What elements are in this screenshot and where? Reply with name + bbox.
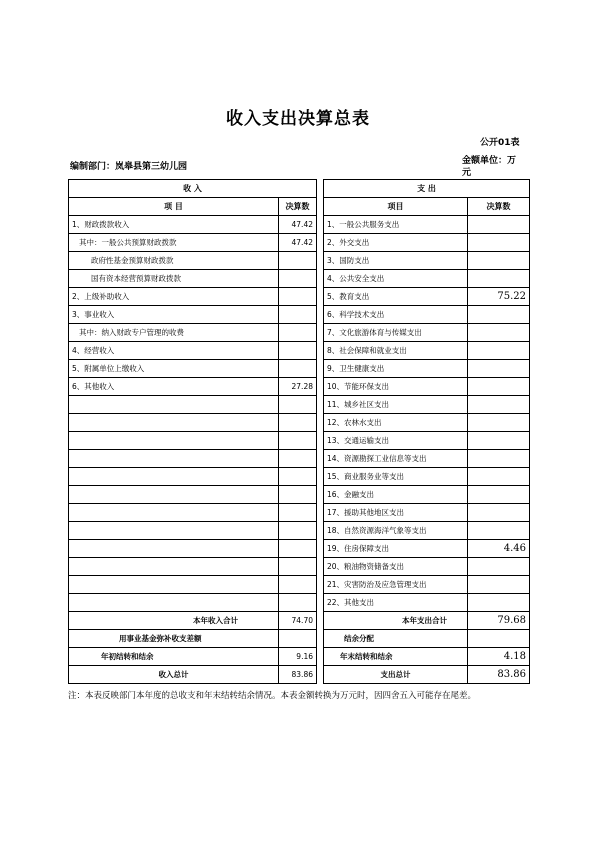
income-label: 政府性基金预算财政拨款 [69, 252, 279, 270]
income-label: 其中：一般公共预算财政拨款 [69, 234, 279, 252]
expense-value: 75.22 [468, 288, 530, 306]
table-row [69, 594, 530, 612]
expense-label: 15、商业服务业等支出 [324, 468, 468, 486]
expense-value [468, 234, 530, 252]
income-value [279, 414, 317, 432]
expense-section-header: 支 出 [324, 180, 530, 198]
income-label: 4、经营收入 [69, 342, 279, 360]
expense-label: 17、援助其他地区支出 [324, 504, 468, 522]
expense-item-header: 项目 [324, 198, 468, 216]
table-row [69, 468, 530, 486]
income-value [279, 306, 317, 324]
totals-row [69, 648, 530, 666]
income-value [279, 522, 317, 540]
table-row [69, 216, 530, 234]
income-label [69, 414, 279, 432]
income-label: 国有资本经营预算财政拨款 [69, 270, 279, 288]
table-row [69, 504, 530, 522]
totals-row [69, 612, 530, 630]
expense-value: 4.46 [468, 540, 530, 558]
income-value: 27.28 [279, 378, 317, 396]
income-label: 2、上级补助收入 [69, 288, 279, 306]
expense-label: 19、住房保障支出 [324, 540, 468, 558]
expense-value [468, 486, 530, 504]
table-row [69, 234, 530, 252]
table-section-header [69, 180, 530, 198]
expense-label: 9、卫生健康支出 [324, 360, 468, 378]
begin-balance-value: 9.16 [279, 648, 317, 666]
compiling-department: 编制部门：岚皋县第三幼儿园 [70, 162, 188, 172]
income-label [69, 540, 279, 558]
year-expense-label: 本年支出合计 [324, 612, 468, 630]
income-value [279, 576, 317, 594]
income-label [69, 576, 279, 594]
expense-label: 10、节能环保支出 [324, 378, 468, 396]
table-row [69, 270, 530, 288]
expense-value [468, 414, 530, 432]
expense-label: 11、城乡社区支出 [324, 396, 468, 414]
expense-label: 12、农林水支出 [324, 414, 468, 432]
expense-label: 18、自然资源海洋气象等支出 [324, 522, 468, 540]
totals-row [69, 630, 530, 648]
expense-value [468, 450, 530, 468]
end-balance-value: 4.18 [468, 648, 530, 666]
expense-value [468, 558, 530, 576]
year-expense-value: 79.68 [468, 612, 530, 630]
end-balance-label: 年末结转和结余 [324, 648, 468, 666]
year-income-label: 本年收入合计 [69, 612, 279, 630]
income-value [279, 558, 317, 576]
expense-label: 21、灾害防治及应急管理支出 [324, 576, 468, 594]
income-value [279, 288, 317, 306]
table-row [69, 360, 530, 378]
income-label [69, 486, 279, 504]
income-value [279, 432, 317, 450]
income-value: 47.42 [279, 216, 317, 234]
expense-value [468, 306, 530, 324]
expense-label: 3、国防支出 [324, 252, 468, 270]
table-column-header [69, 198, 530, 216]
expense-label: 2、外交支出 [324, 234, 468, 252]
table-row [69, 522, 530, 540]
income-label [69, 432, 279, 450]
expense-label: 6、科学技术支出 [324, 306, 468, 324]
income-value [279, 270, 317, 288]
expense-label: 7、文化旅游体育与传媒支出 [324, 324, 468, 342]
expense-value [468, 432, 530, 450]
income-value [279, 540, 317, 558]
expense-value [468, 522, 530, 540]
expense-label: 4、公共安全支出 [324, 270, 468, 288]
table-row [69, 324, 530, 342]
table-row [69, 288, 530, 306]
income-label: 3、事业收入 [69, 306, 279, 324]
income-value [279, 594, 317, 612]
begin-balance-label: 年初结转和结余 [69, 648, 279, 666]
income-expense-table [68, 179, 530, 684]
income-item-header: 项 目 [69, 198, 279, 216]
expense-label: 5、教育支出 [324, 288, 468, 306]
expense-label: 22、其他支出 [324, 594, 468, 612]
table-row [69, 432, 530, 450]
income-section-header: 收 入 [69, 180, 317, 198]
income-label [69, 468, 279, 486]
expense-value [468, 468, 530, 486]
income-label: 5、附属单位上缴收入 [69, 360, 279, 378]
income-value [279, 450, 317, 468]
year-income-value: 74.70 [279, 612, 317, 630]
income-value [279, 342, 317, 360]
fund-label: 用事业基金弥补收支差额 [69, 630, 279, 648]
amount-unit: 金额单位：万元 [462, 156, 517, 178]
table-row [69, 252, 530, 270]
page-title: 收入支出决算总表 [226, 109, 370, 129]
expense-value [468, 216, 530, 234]
table-row [69, 378, 530, 396]
expense-value [468, 252, 530, 270]
expense-label: 16、金融支出 [324, 486, 468, 504]
income-value [279, 360, 317, 378]
table-row [69, 558, 530, 576]
expense-value [468, 342, 530, 360]
distribution-label: 结余分配 [324, 630, 468, 648]
income-value [279, 468, 317, 486]
income-label [69, 450, 279, 468]
table-row [69, 414, 530, 432]
expense-amount-header: 决算数 [468, 198, 530, 216]
table-note: 注：本表反映部门本年度的总收支和年末结转结余情况。本表金额转换为万元时，因四舍五入可能存在尾差。 [68, 691, 477, 701]
expense-label: 14、资源勘探工业信息等支出 [324, 450, 468, 468]
income-label: 1、财政拨款收入 [69, 216, 279, 234]
income-label [69, 558, 279, 576]
income-label: 其中：纳入财政专户管理的收费 [69, 324, 279, 342]
expense-value [468, 360, 530, 378]
income-value [279, 324, 317, 342]
expense-value [468, 594, 530, 612]
table-row [69, 576, 530, 594]
table-row [69, 486, 530, 504]
income-total-value: 83.86 [279, 666, 317, 684]
income-label [69, 504, 279, 522]
expense-value [468, 576, 530, 594]
income-value [279, 504, 317, 522]
expense-value [468, 396, 530, 414]
income-value [279, 252, 317, 270]
expense-total-value: 83.86 [468, 666, 530, 684]
income-label: 6、其他收入 [69, 378, 279, 396]
income-value: 47.42 [279, 234, 317, 252]
expense-total-label: 支出总计 [324, 666, 468, 684]
expense-label: 13、交通运输支出 [324, 432, 468, 450]
table-row [69, 540, 530, 558]
form-number: 公开01表 [480, 138, 520, 148]
income-label [69, 522, 279, 540]
income-value [279, 396, 317, 414]
income-label [69, 594, 279, 612]
table-row [69, 450, 530, 468]
expense-label: 1、一般公共服务支出 [324, 216, 468, 234]
table-row [69, 306, 530, 324]
income-label [69, 396, 279, 414]
income-value [279, 486, 317, 504]
table-row [69, 396, 530, 414]
income-amount-header: 决算数 [279, 198, 317, 216]
expense-value [468, 324, 530, 342]
totals-row [69, 666, 530, 684]
expense-value [468, 270, 530, 288]
income-total-label: 收入总计 [69, 666, 279, 684]
expense-label: 8、社会保障和就业支出 [324, 342, 468, 360]
expense-value [468, 504, 530, 522]
expense-value [468, 378, 530, 396]
expense-label: 20、粮油物资储备支出 [324, 558, 468, 576]
table-row [69, 342, 530, 360]
